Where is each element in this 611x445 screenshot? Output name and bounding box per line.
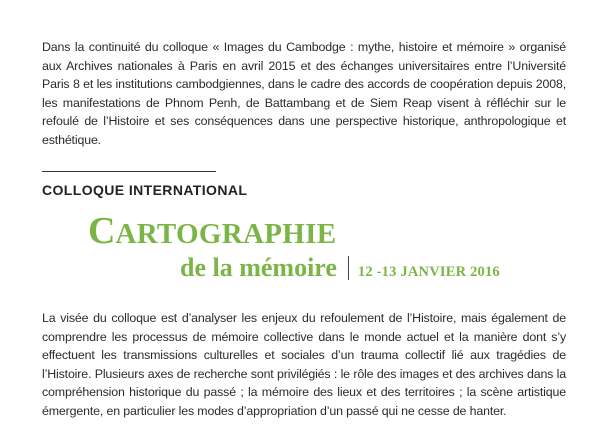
- event-title-initial: C: [88, 210, 116, 252]
- event-dates: 12 -13 JANVIER 2016: [357, 264, 500, 280]
- intro-paragraph: Dans la continuité du colloque « Images du Cambodge : mythe, histoire et mémoire » organisé aux Archives nationales à Paris en avril 2015 et des échanges universitaires entre l’Université Paris 8 et les institutions cambodgiennes, dans le cadre des accords de coopération depuis 2008, les manifestations de Phnom Penh, de Battambang et de Siem Reap visent à réfléchir sur le refoulé de l’Histoire et ses conséquences dans une perspective historique, anthropologique et esthétique.: [42, 40, 566, 147]
- event-title: [88, 212, 336, 250]
- event-subtitle: de la mémoire: [180, 253, 337, 282]
- section-divider: [42, 171, 216, 172]
- description-paragraph: La visée du colloque est d’analyser les enjeux du refoulement de l’Histoire, mais également de comprendre les processus de mémoire collective dans le monde actuel et la manière dont s’y effectuent les transmissions culturelles et sociales d’un trauma collectif lié aux tragédies de l’Histoire. Plusieurs axes de recherche sont privilégiés : le rôle des images et des archives dans la compréhension historique du passé ; la mémoire des lieux et des territoires ; la scène artistique émergente, en particulier les modes d’appropriation d’un passé qui ne cesse de hanter.: [42, 311, 566, 418]
- vertical-separator: [348, 256, 349, 280]
- event-title-rest: ARTOGRAPHIE: [115, 218, 337, 250]
- event-type-label: COLLOQUE INTERNATIONAL: [42, 182, 248, 198]
- subtitle-row: [180, 255, 500, 281]
